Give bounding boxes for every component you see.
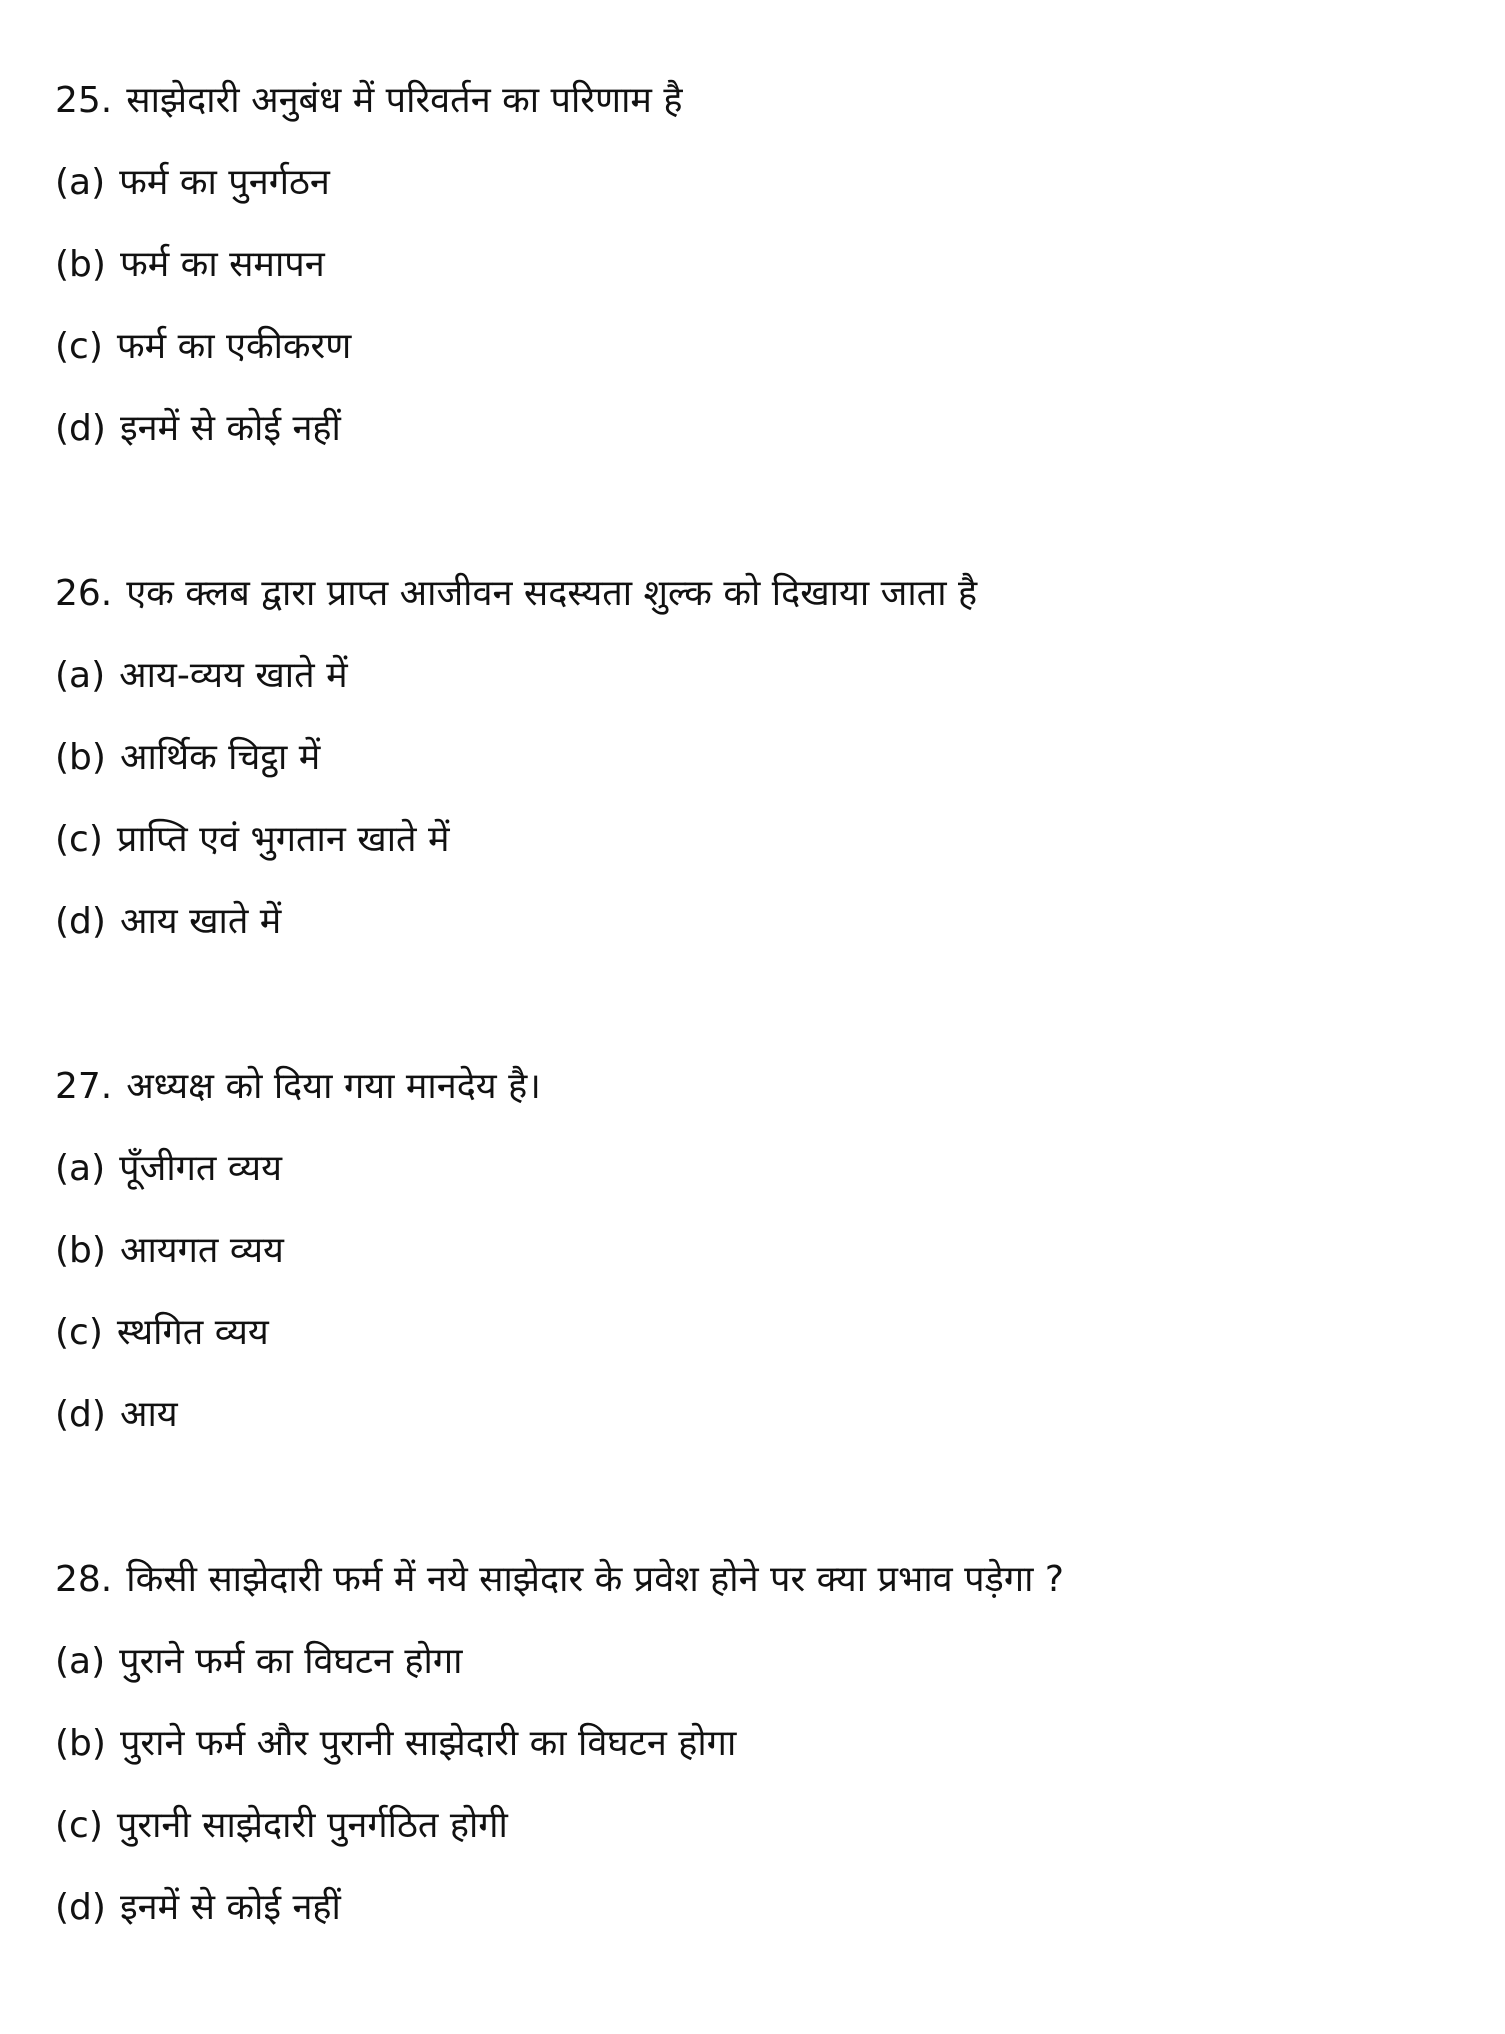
question-text-line	[55, 60, 682, 142]
option-label: (b)	[55, 737, 106, 778]
option-label: (a)	[55, 1148, 106, 1189]
option-text: पुरानी साझेदारी पुनर्गठित होगी	[116, 1805, 508, 1846]
option-text: प्राप्ति एवं भुगतान खाते में	[116, 819, 450, 860]
option-label: (a)	[55, 162, 106, 203]
answer-option	[55, 1621, 1064, 1703]
option-label: (c)	[55, 1312, 103, 1353]
answer-option	[55, 142, 682, 224]
answer-option	[55, 1867, 1064, 1949]
answer-option	[55, 224, 682, 306]
question-text: किसी साझेदारी फर्म में नये साझेदार के प्रवेश होने पर क्या प्रभाव पड़ेगा ?	[126, 1559, 1064, 1600]
answer-option	[55, 306, 682, 388]
option-text: इनमें से कोई नहीं	[119, 408, 341, 449]
option-text: आय खाते में	[119, 901, 282, 942]
option-label: (b)	[55, 244, 106, 285]
answer-option	[55, 635, 977, 717]
option-text: फर्म का पुनर्गठन	[119, 162, 330, 203]
answer-option	[55, 717, 977, 799]
option-text: फर्म का समापन	[119, 244, 325, 285]
question-number: 28.	[55, 1559, 113, 1600]
option-label: (c)	[55, 326, 103, 367]
option-text: पुराने फर्म का विघटन होगा	[119, 1641, 463, 1682]
answer-option	[55, 1374, 541, 1456]
option-label: (b)	[55, 1230, 106, 1271]
question-text: एक क्लब द्वारा प्राप्त आजीवन सदस्यता शुल्क को दिखाया जाता है	[126, 573, 978, 614]
option-label: (c)	[55, 1805, 103, 1846]
question-number: 26.	[55, 573, 113, 614]
question-text: साझेदारी अनुबंध में परिवर्तन का परिणाम है	[126, 80, 683, 121]
option-text: इनमें से कोई नहीं	[119, 1887, 341, 1928]
question-28	[55, 1539, 1064, 1949]
option-label: (a)	[55, 1641, 106, 1682]
answer-option	[55, 1128, 541, 1210]
option-text: पूँजीगत व्यय	[119, 1148, 282, 1189]
option-text: आय-व्यय खाते में	[119, 655, 348, 696]
option-text: पुराने फर्म और पुरानी साझेदारी का विघटन होगा	[119, 1723, 737, 1764]
question-number: 27.	[55, 1066, 113, 1107]
question-text-line	[55, 1046, 541, 1128]
answer-option	[55, 881, 977, 963]
option-label: (b)	[55, 1723, 106, 1764]
answer-option	[55, 1703, 1064, 1785]
answer-option	[55, 1292, 541, 1374]
option-text: आर्थिक चिट्ठा में	[119, 737, 321, 778]
option-label: (d)	[55, 901, 106, 942]
option-text: आय	[119, 1394, 178, 1435]
option-label: (a)	[55, 655, 106, 696]
option-label: (d)	[55, 1887, 106, 1928]
question-27	[55, 1046, 541, 1456]
answer-option	[55, 799, 977, 881]
answer-option	[55, 1785, 1064, 1867]
option-text: स्थगित व्यय	[116, 1312, 269, 1353]
question-number: 25.	[55, 80, 113, 121]
option-text: फर्म का एकीकरण	[116, 326, 352, 367]
option-label: (d)	[55, 1394, 106, 1435]
answer-option	[55, 388, 682, 470]
question-25	[55, 60, 682, 470]
question-text-line	[55, 553, 977, 635]
answer-option	[55, 1210, 541, 1292]
question-26	[55, 553, 977, 963]
question-text: अध्यक्ष को दिया गया मानदेय है।	[126, 1066, 541, 1107]
option-text: आयगत व्यय	[119, 1230, 284, 1271]
question-text-line	[55, 1539, 1064, 1621]
option-label: (c)	[55, 819, 103, 860]
option-label: (d)	[55, 408, 106, 449]
